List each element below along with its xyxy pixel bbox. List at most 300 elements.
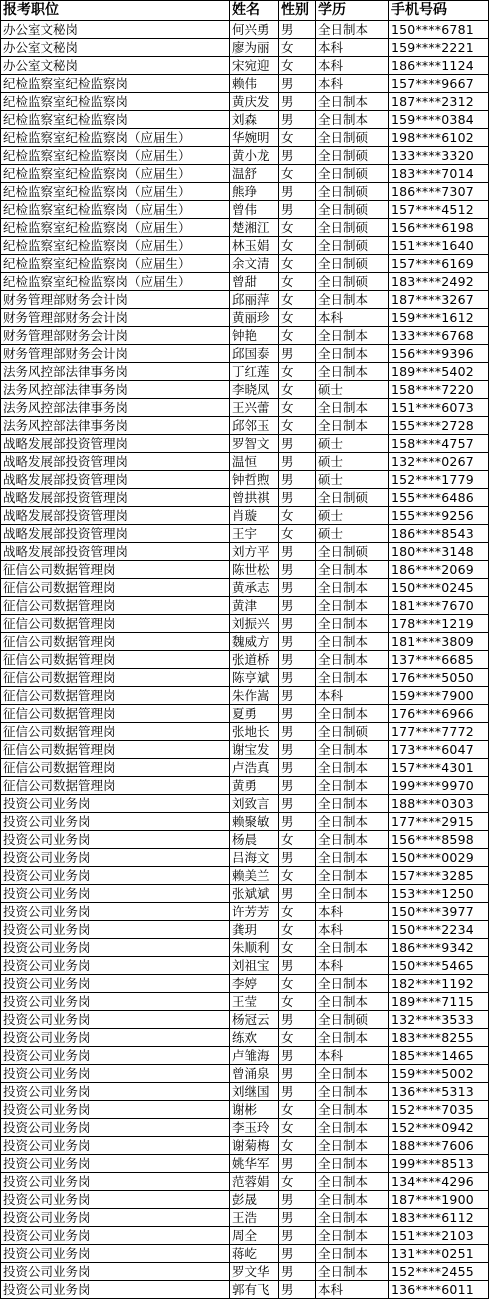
cell-phone: 157****9667 [389, 75, 489, 93]
cell-phone: 177****2915 [389, 813, 489, 831]
cell-phone: 182****1192 [389, 975, 489, 993]
cell-position: 征信公司数据管理岗 [1, 741, 230, 759]
cell-name: 郭有飞 [230, 1281, 279, 1299]
cell-position: 财务管理部财务会计岗 [1, 345, 230, 363]
cell-phone: 186****9342 [389, 939, 489, 957]
cell-phone: 177****7772 [389, 723, 489, 741]
cell-education: 全日制本 [316, 111, 389, 129]
cell-position: 征信公司数据管理岗 [1, 705, 230, 723]
cell-education: 全日制本 [316, 795, 389, 813]
cell-position: 纪检监察室纪检监察岗 [1, 75, 230, 93]
cell-name: 曾甜 [230, 273, 279, 291]
cell-position: 投资公司业务岗 [1, 1173, 230, 1191]
cell-gender: 女 [279, 291, 316, 309]
cell-name: 赖伟 [230, 75, 279, 93]
cell-phone: 183****8255 [389, 1029, 489, 1047]
cell-position: 投资公司业务岗 [1, 1065, 230, 1083]
header-phone: 手机号码 [389, 1, 489, 21]
table-row [1, 525, 489, 543]
cell-phone: 133****3320 [389, 147, 489, 165]
cell-phone: 136****6011 [389, 1281, 489, 1299]
table-row [1, 921, 489, 939]
cell-position: 法务风控部法律事务岗 [1, 381, 230, 399]
cell-name: 邱国泰 [230, 345, 279, 363]
cell-phone: 155****6486 [389, 489, 489, 507]
cell-education: 全日制本 [316, 849, 389, 867]
table-row [1, 1263, 489, 1281]
cell-gender: 男 [279, 885, 316, 903]
table-row [1, 1065, 489, 1083]
cell-education: 全日制硕 [316, 1011, 389, 1029]
cell-phone: 181****3809 [389, 633, 489, 651]
cell-phone: 188****7606 [389, 1137, 489, 1155]
cell-gender: 男 [279, 1047, 316, 1065]
cell-gender: 男 [279, 705, 316, 723]
cell-education: 全日制本 [316, 705, 389, 723]
cell-gender: 女 [279, 165, 316, 183]
table-row [1, 543, 489, 561]
table-row [1, 1029, 489, 1047]
cell-education: 全日制本 [316, 93, 389, 111]
cell-name: 王宇 [230, 525, 279, 543]
table-row [1, 633, 489, 651]
cell-position: 纪检监察室纪检监察岗（应届生） [1, 165, 230, 183]
cell-position: 投资公司业务岗 [1, 1281, 230, 1299]
cell-phone: 159****1612 [389, 309, 489, 327]
cell-education: 全日制本 [316, 669, 389, 687]
cell-position: 财务管理部财务会计岗 [1, 291, 230, 309]
cell-education: 全日制本 [316, 831, 389, 849]
cell-name: 余文清 [230, 255, 279, 273]
cell-name: 许芳芳 [230, 903, 279, 921]
cell-name: 吕海文 [230, 849, 279, 867]
cell-position: 办公室文秘岗 [1, 39, 230, 57]
cell-name: 张道桥 [230, 651, 279, 669]
cell-phone: 159****5002 [389, 1065, 489, 1083]
cell-gender: 男 [279, 1155, 316, 1173]
table-row [1, 795, 489, 813]
table-row [1, 39, 489, 57]
cell-name: 刘致言 [230, 795, 279, 813]
cell-position: 纪检监察室纪检监察岗（应届生） [1, 219, 230, 237]
table-row [1, 111, 489, 129]
cell-position: 法务风控部法律事务岗 [1, 417, 230, 435]
cell-position: 财务管理部财务会计岗 [1, 309, 230, 327]
cell-position: 投资公司业务岗 [1, 885, 230, 903]
cell-name: 曾伟 [230, 201, 279, 219]
cell-name: 卢浩真 [230, 759, 279, 777]
cell-name: 刘振兴 [230, 615, 279, 633]
cell-education: 本科 [316, 75, 389, 93]
cell-education: 全日制硕 [316, 273, 389, 291]
cell-phone: 178****1219 [389, 615, 489, 633]
cell-name: 宋宛迎 [230, 57, 279, 75]
cell-education: 全日制硕 [316, 201, 389, 219]
table-row [1, 93, 489, 111]
cell-name: 陈世松 [230, 561, 279, 579]
table-row [1, 957, 489, 975]
cell-gender: 男 [279, 813, 316, 831]
table-row [1, 903, 489, 921]
cell-position: 征信公司数据管理岗 [1, 651, 230, 669]
cell-phone: 180****3148 [389, 543, 489, 561]
cell-education: 硕士 [316, 471, 389, 489]
cell-education: 全日制本 [316, 417, 389, 435]
table-row [1, 867, 489, 885]
cell-name: 黄勇 [230, 777, 279, 795]
table-row [1, 489, 489, 507]
cell-name: 华婉明 [230, 129, 279, 147]
cell-position: 战略发展部投资管理岗 [1, 489, 230, 507]
cell-phone: 158****4757 [389, 435, 489, 453]
cell-phone: 159****0384 [389, 111, 489, 129]
cell-position: 投资公司业务岗 [1, 975, 230, 993]
cell-gender: 女 [279, 525, 316, 543]
cell-name: 张地长 [230, 723, 279, 741]
header-name: 姓名 [230, 1, 279, 21]
table-row [1, 417, 489, 435]
cell-name: 范蓉娟 [230, 1173, 279, 1191]
cell-name: 朱作嵩 [230, 687, 279, 705]
cell-name: 邱丽萍 [230, 291, 279, 309]
cell-gender: 女 [279, 363, 316, 381]
cell-gender: 女 [279, 921, 316, 939]
cell-gender: 女 [279, 273, 316, 291]
table-row [1, 129, 489, 147]
cell-gender: 男 [279, 93, 316, 111]
table-row [1, 291, 489, 309]
cell-education: 全日制本 [316, 1227, 389, 1245]
cell-gender: 男 [279, 1245, 316, 1263]
cell-position: 纪检监察室纪检监察岗 [1, 111, 230, 129]
cell-education: 本科 [316, 957, 389, 975]
table-row [1, 21, 489, 39]
cell-gender: 女 [279, 903, 316, 921]
cell-position: 投资公司业务岗 [1, 831, 230, 849]
cell-gender: 女 [279, 831, 316, 849]
cell-phone: 150****6781 [389, 21, 489, 39]
cell-phone: 176****6966 [389, 705, 489, 723]
table-row [1, 1119, 489, 1137]
table-row [1, 309, 489, 327]
cell-phone: 153****1250 [389, 885, 489, 903]
cell-education: 全日制本 [316, 1263, 389, 1281]
cell-phone: 150****2234 [389, 921, 489, 939]
cell-phone: 176****5050 [389, 669, 489, 687]
cell-gender: 男 [279, 75, 316, 93]
table-row [1, 1245, 489, 1263]
cell-position: 征信公司数据管理岗 [1, 759, 230, 777]
table-body [1, 21, 489, 1299]
cell-name: 温恒 [230, 453, 279, 471]
table-row [1, 471, 489, 489]
cell-phone: 151****1640 [389, 237, 489, 255]
cell-education: 本科 [316, 903, 389, 921]
cell-education: 全日制本 [316, 399, 389, 417]
cell-gender: 男 [279, 957, 316, 975]
cell-name: 何兴勇 [230, 21, 279, 39]
cell-gender: 女 [279, 39, 316, 57]
cell-position: 投资公司业务岗 [1, 1155, 230, 1173]
cell-position: 投资公司业务岗 [1, 1209, 230, 1227]
cell-gender: 男 [279, 651, 316, 669]
cell-name: 李玉玲 [230, 1119, 279, 1137]
cell-gender: 男 [279, 345, 316, 363]
cell-position: 纪检监察室纪检监察岗 [1, 93, 230, 111]
cell-position: 投资公司业务岗 [1, 1119, 230, 1137]
cell-name: 刘继国 [230, 1083, 279, 1101]
table-row [1, 435, 489, 453]
cell-gender: 男 [279, 111, 316, 129]
table-row [1, 1209, 489, 1227]
cell-gender: 男 [279, 453, 316, 471]
cell-position: 办公室文秘岗 [1, 57, 230, 75]
cell-gender: 女 [279, 867, 316, 885]
cell-position: 纪检监察室纪检监察岗（应届生） [1, 237, 230, 255]
cell-education: 全日制硕 [316, 255, 389, 273]
cell-position: 投资公司业务岗 [1, 813, 230, 831]
cell-education: 全日制本 [316, 1155, 389, 1173]
cell-education: 全日制本 [316, 579, 389, 597]
table-row [1, 849, 489, 867]
cell-name: 彭晟 [230, 1191, 279, 1209]
table-row [1, 723, 489, 741]
cell-phone: 132****3533 [389, 1011, 489, 1029]
cell-education: 本科 [316, 1047, 389, 1065]
cell-education: 全日制本 [316, 345, 389, 363]
cell-education: 硕士 [316, 381, 389, 399]
cell-gender: 男 [279, 1191, 316, 1209]
cell-education: 全日制本 [316, 1119, 389, 1137]
cell-name: 王莹 [230, 993, 279, 1011]
cell-education: 硕士 [316, 453, 389, 471]
cell-name: 李婷 [230, 975, 279, 993]
table-row [1, 507, 489, 525]
cell-education: 全日制本 [316, 975, 389, 993]
cell-name: 练欢 [230, 1029, 279, 1047]
cell-education: 本科 [316, 1281, 389, 1299]
cell-education: 全日制本 [316, 1065, 389, 1083]
cell-name: 卢雏海 [230, 1047, 279, 1065]
table-row [1, 579, 489, 597]
cell-position: 征信公司数据管理岗 [1, 615, 230, 633]
cell-gender: 女 [279, 1101, 316, 1119]
cell-gender: 男 [279, 597, 316, 615]
cell-position: 战略发展部投资管理岗 [1, 471, 230, 489]
table-row [1, 651, 489, 669]
cell-phone: 186****7307 [389, 183, 489, 201]
cell-education: 全日制本 [316, 777, 389, 795]
cell-position: 征信公司数据管理岗 [1, 633, 230, 651]
cell-phone: 136****5313 [389, 1083, 489, 1101]
table-row [1, 939, 489, 957]
cell-education: 全日制硕 [316, 237, 389, 255]
cell-name: 罗文华 [230, 1263, 279, 1281]
table-row [1, 165, 489, 183]
cell-gender: 男 [279, 561, 316, 579]
cell-phone: 187****1900 [389, 1191, 489, 1209]
table-row [1, 975, 489, 993]
cell-phone: 183****7014 [389, 165, 489, 183]
cell-name: 赖美兰 [230, 867, 279, 885]
table-row [1, 993, 489, 1011]
cell-position: 征信公司数据管理岗 [1, 579, 230, 597]
cell-education: 全日制硕 [316, 129, 389, 147]
cell-phone: 185****1465 [389, 1047, 489, 1065]
cell-gender: 男 [279, 795, 316, 813]
cell-position: 投资公司业务岗 [1, 957, 230, 975]
cell-education: 全日制本 [316, 597, 389, 615]
cell-education: 本科 [316, 39, 389, 57]
cell-phone: 137****6685 [389, 651, 489, 669]
cell-position: 投资公司业务岗 [1, 1011, 230, 1029]
cell-gender: 男 [279, 543, 316, 561]
cell-position: 征信公司数据管理岗 [1, 777, 230, 795]
cell-position: 投资公司业务岗 [1, 867, 230, 885]
cell-education: 全日制本 [316, 813, 389, 831]
table-row [1, 363, 489, 381]
table-row [1, 183, 489, 201]
table-row [1, 1101, 489, 1119]
cell-education: 全日制本 [316, 1083, 389, 1101]
table-row [1, 777, 489, 795]
cell-gender: 男 [279, 1083, 316, 1101]
header-row [1, 1, 489, 21]
cell-education: 全日制本 [316, 1245, 389, 1263]
cell-phone: 134****4296 [389, 1173, 489, 1191]
table-row [1, 561, 489, 579]
cell-education: 硕士 [316, 435, 389, 453]
cell-name: 黄津 [230, 597, 279, 615]
table-row [1, 615, 489, 633]
cell-position: 征信公司数据管理岗 [1, 687, 230, 705]
table-row [1, 597, 489, 615]
cell-gender: 男 [279, 183, 316, 201]
cell-phone: 150****3977 [389, 903, 489, 921]
cell-education: 全日制本 [316, 363, 389, 381]
table-row [1, 75, 489, 93]
cell-education: 全日制本 [316, 1101, 389, 1119]
cell-position: 投资公司业务岗 [1, 1047, 230, 1065]
cell-gender: 男 [279, 1281, 316, 1299]
cell-position: 战略发展部投资管理岗 [1, 453, 230, 471]
cell-gender: 男 [279, 489, 316, 507]
cell-phone: 189****7115 [389, 993, 489, 1011]
cell-name: 谢彬 [230, 1101, 279, 1119]
cell-phone: 189****5402 [389, 363, 489, 381]
table-row [1, 255, 489, 273]
cell-education: 全日制本 [316, 327, 389, 345]
cell-position: 纪检监察室纪检监察岗（应届生） [1, 147, 230, 165]
table-row [1, 57, 489, 75]
cell-phone: 157****4512 [389, 201, 489, 219]
cell-name: 罗智文 [230, 435, 279, 453]
cell-education: 全日制本 [316, 939, 389, 957]
cell-education: 本科 [316, 309, 389, 327]
cell-education: 本科 [316, 921, 389, 939]
cell-position: 纪检监察室纪检监察岗（应届生） [1, 201, 230, 219]
cell-gender: 男 [279, 201, 316, 219]
table-row [1, 885, 489, 903]
cell-position: 投资公司业务岗 [1, 939, 230, 957]
cell-phone: 199****9970 [389, 777, 489, 795]
cell-name: 朱顺利 [230, 939, 279, 957]
header-position: 报考职位 [1, 1, 230, 21]
cell-gender: 男 [279, 1209, 316, 1227]
cell-name: 熊琤 [230, 183, 279, 201]
cell-phone: 157****3285 [389, 867, 489, 885]
table-row [1, 273, 489, 291]
table-row [1, 399, 489, 417]
cell-gender: 男 [279, 633, 316, 651]
cell-position: 投资公司业务岗 [1, 1101, 230, 1119]
cell-name: 钟哲煦 [230, 471, 279, 489]
header-education: 学历 [316, 1, 389, 21]
cell-name: 温舒 [230, 165, 279, 183]
cell-education: 全日制本 [316, 561, 389, 579]
cell-gender: 女 [279, 237, 316, 255]
cell-gender: 男 [279, 1227, 316, 1245]
cell-gender: 女 [279, 381, 316, 399]
cell-gender: 男 [279, 1065, 316, 1083]
cell-name: 刘方平 [230, 543, 279, 561]
cell-education: 全日制本 [316, 1029, 389, 1047]
cell-education: 硕士 [316, 525, 389, 543]
cell-name: 黄承志 [230, 579, 279, 597]
cell-gender: 男 [279, 741, 316, 759]
cell-gender: 男 [279, 777, 316, 795]
cell-phone: 183****2492 [389, 273, 489, 291]
cell-phone: 152****1779 [389, 471, 489, 489]
table-row [1, 147, 489, 165]
cell-gender: 女 [279, 1119, 316, 1137]
cell-gender: 女 [279, 309, 316, 327]
table-row [1, 237, 489, 255]
cell-gender: 男 [279, 687, 316, 705]
cell-gender: 男 [279, 615, 316, 633]
cell-name: 谢菊梅 [230, 1137, 279, 1155]
cell-education: 本科 [316, 57, 389, 75]
cell-position: 投资公司业务岗 [1, 993, 230, 1011]
cell-education: 全日制本 [316, 615, 389, 633]
cell-phone: 156****9396 [389, 345, 489, 363]
cell-position: 投资公司业务岗 [1, 903, 230, 921]
cell-name: 姚华军 [230, 1155, 279, 1173]
cell-phone: 152****0942 [389, 1119, 489, 1137]
cell-gender: 女 [279, 939, 316, 957]
cell-education: 全日制硕 [316, 165, 389, 183]
cell-name: 丁红莲 [230, 363, 279, 381]
cell-position: 财务管理部财务会计岗 [1, 327, 230, 345]
cell-education: 硕士 [316, 507, 389, 525]
cell-gender: 男 [279, 723, 316, 741]
cell-position: 办公室文秘岗 [1, 21, 230, 39]
cell-education: 全日制本 [316, 1173, 389, 1191]
cell-gender: 女 [279, 1137, 316, 1155]
table-row [1, 1047, 489, 1065]
cell-position: 纪检监察室纪检监察岗（应届生） [1, 183, 230, 201]
cell-gender: 男 [279, 147, 316, 165]
table-row [1, 1083, 489, 1101]
cell-gender: 女 [279, 1173, 316, 1191]
cell-phone: 173****6047 [389, 741, 489, 759]
cell-education: 全日制本 [316, 1191, 389, 1209]
cell-phone: 183****6112 [389, 1209, 489, 1227]
cell-name: 王浩 [230, 1209, 279, 1227]
cell-phone: 152****7035 [389, 1101, 489, 1119]
cell-name: 刘祖宝 [230, 957, 279, 975]
table-row [1, 687, 489, 705]
